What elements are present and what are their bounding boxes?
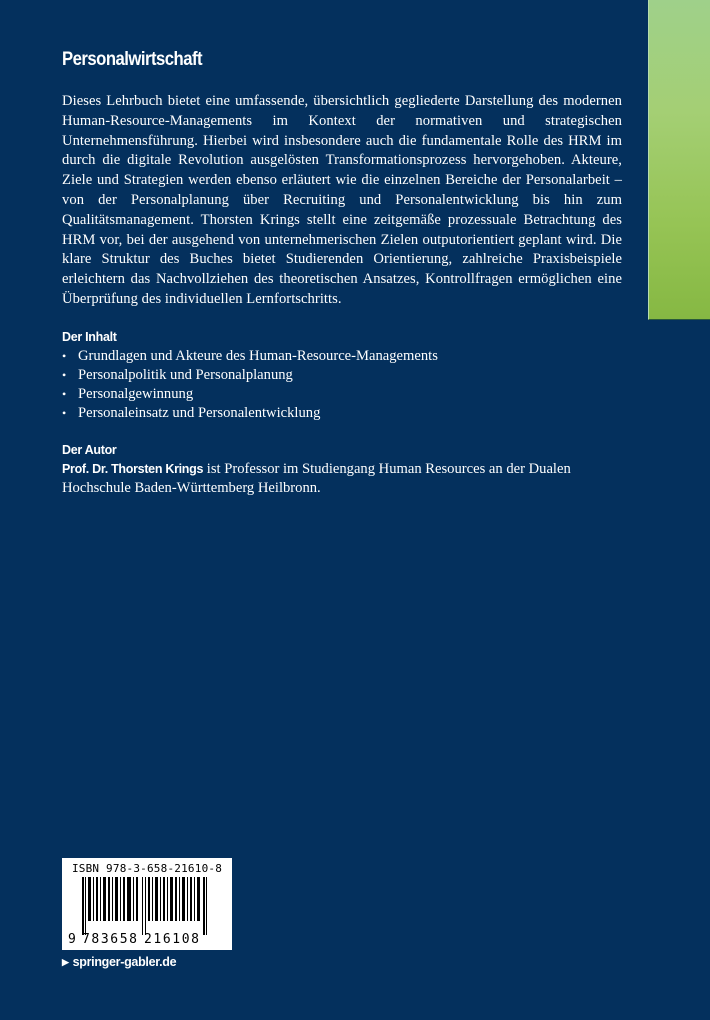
arrow-right-icon: ▶ <box>62 956 69 967</box>
bullet-icon: • <box>62 367 67 382</box>
website-label: springer-gabler.de <box>72 955 177 969</box>
author-description: ist Professor im Studiengang Human Resources an der Dualen Hochschule Baden-Württemberg Heilbronn. <box>62 460 571 497</box>
bullet-icon: • <box>62 386 67 401</box>
publisher-website-link[interactable] <box>62 955 176 969</box>
contents-item: • Personalgewinnung <box>62 385 194 402</box>
author-heading: Der Autor <box>62 442 117 457</box>
author-name: Prof. Dr. Thorsten Krings <box>62 461 204 476</box>
bullet-icon: • <box>62 348 67 363</box>
contents-list <box>62 347 622 423</box>
bullet-icon: • <box>62 405 67 420</box>
barcode-bars-icon <box>72 877 222 935</box>
contents-item: • Grundlagen und Akteure des Human-Resource-Managements <box>62 347 438 364</box>
book-description: Dieses Lehrbuch bietet eine umfassende, übersichtlich gegliederte Darstellung des modernen Human-Resource-Managements im Kontext der normativen und strategischen Unternehmensführung. Hierbei wird insbesondere auch die fundamentale Rolle des HRM im durch die digitale Revolution ausgelösten Transformationsprozess hervorgehoben. Akteure, Ziele und Strategien werden ebenso erläutert wie die einzelnen Bereiche der Personalarbeit – von der Personalplanung über Recruiting und Personalentwicklung bis hin zum Qualitätsmanagement. Thorsten Krings stellt eine zeitgemäße prozessuale Betrachtung des HRM vor, bei der ausgehend von unternehmerischen Zielen outputorientiert geplant wird. Die klare Struktur des Buches bietet Studierenden Orientierung, zahlreiche Praxisbeispiele erleichtern das Nachvollziehen des theoretischen Ansatzes, Kontrollfragen ermöglichen eine Überprüfung des individuellen Lernfortschritts. <box>62 93 622 307</box>
contents-heading: Der Inhalt <box>62 329 117 344</box>
author-bio <box>62 460 622 499</box>
contents-item: • Personalpolitik und Personalplanung <box>62 366 293 383</box>
ean-digits: 9 783658 216108 <box>68 932 201 947</box>
isbn-barcode <box>62 858 232 950</box>
isbn-label: ISBN 978-3-658-21610-8 <box>71 862 223 875</box>
back-cover-content <box>62 46 622 499</box>
contents-item: • Personaleinsatz und Personalentwicklung <box>62 404 321 421</box>
book-title: Personalwirtschaft <box>62 49 203 70</box>
accent-color-strip <box>648 0 710 320</box>
